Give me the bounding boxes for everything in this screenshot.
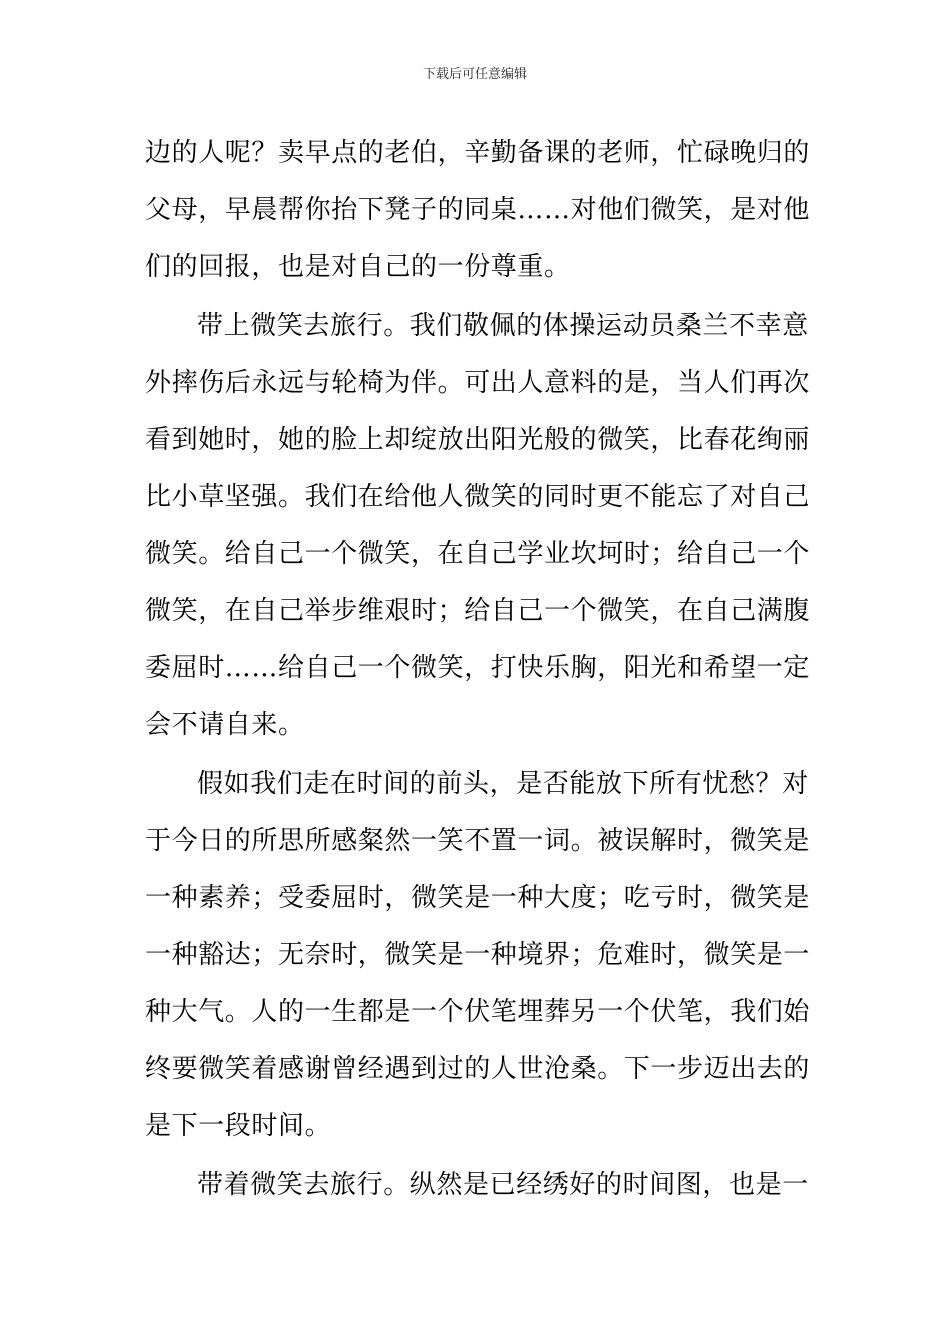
- text-line: 委屈时……给自己一个微笑，打快乐胸，阳光和希望一定: [145, 653, 811, 683]
- text-line: 一种素养；受委屈时，微笑是一种大度；吃亏时，微笑是: [145, 883, 811, 913]
- text-line: 终要微笑着感谢曾经遇到过的人世沧桑。下一步迈出去的: [145, 1054, 811, 1084]
- text-line: 看到她时，她的脸上却绽放出阳光般的微笑，比春花绚丽: [145, 425, 811, 455]
- text-line: 是下一段时间。: [145, 1111, 332, 1141]
- text-line: 外摔伤后永远与轮椅为伴。可出人意料的是，当人们再次: [145, 368, 811, 398]
- text-line: 带着微笑去旅行。纵然是已经绣好的时间图，也是一: [197, 1170, 809, 1200]
- text-line: 带上微笑去旅行。我们敬佩的体操运动员桑兰不幸意: [197, 311, 809, 341]
- text-line: 于今日的所思所感粲然一笑不置一词。被误解时，微笑是: [145, 826, 811, 856]
- text-line: 假如我们走在时间的前头，是否能放下所有忧愁？对: [197, 769, 809, 799]
- page-header: 下载后可任意编辑: [422, 67, 527, 82]
- text-line: 种大气。人的一生都是一个伏笔埋葬另一个伏笔，我们始: [145, 997, 811, 1027]
- text-line: 会不请自来。: [145, 710, 305, 740]
- text-line: 父母，早晨帮你抬下凳子的同桌……对他们微笑，是对他: [145, 195, 811, 225]
- text-line: 比小草坚强。我们在给他人微笑的同时更不能忘了对自己: [145, 482, 811, 512]
- text-line: 微笑，在自己举步维艰时；给自己一个微笑，在自己满腹: [145, 596, 811, 626]
- text-line: 边的人呢？卖早点的老伯，辛勤备课的老师，忙碌晚归的: [145, 138, 811, 168]
- text-line: 微笑。给自己一个微笑，在自己学业坎坷时；给自己一个: [145, 539, 811, 569]
- text-line: 们的回报，也是对自己的一份尊重。: [145, 252, 571, 282]
- text-line: 一种豁达；无奈时，微笑是一种境界；危难时，微笑是一: [145, 940, 811, 970]
